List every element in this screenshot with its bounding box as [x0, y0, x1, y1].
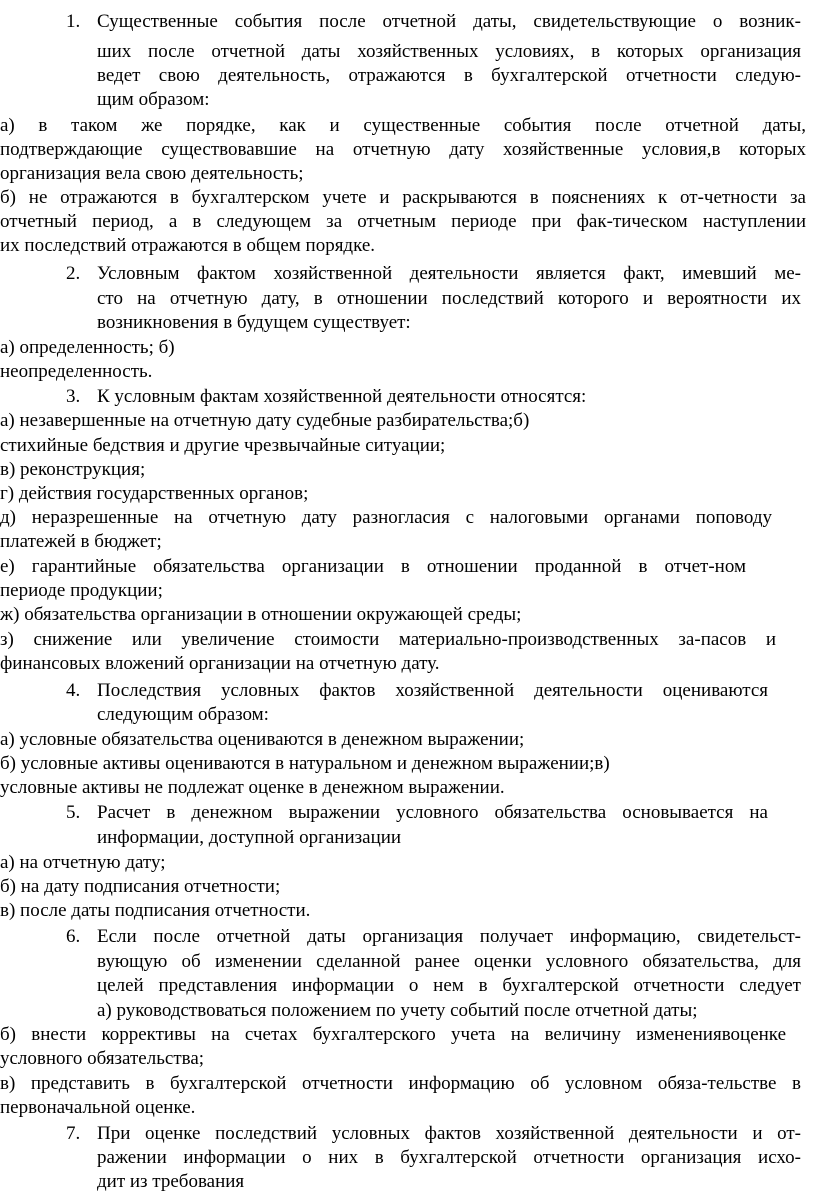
answer-option: г) действия государственных органов;	[0, 483, 309, 504]
answer-option: организация вела свою деятельность;	[0, 163, 304, 184]
question-stem-line: а) руководствоваться положением по учету событий после отчетной даты;	[97, 1000, 698, 1021]
answer-option: периоде продукции;	[0, 580, 163, 601]
answer-option: отчетный период, а в следующем за отчетным периоде при фак-тическом наступлении	[0, 211, 806, 232]
answer-option: в) после даты подписания отчетности.	[0, 900, 311, 921]
answer-option: а) определенность; б)	[0, 337, 175, 358]
answer-option: б) внести коррективы на счетах бухгалтерского учета на величину изменениявоценке	[0, 1024, 786, 1045]
answer-option: б) условные активы оцениваются в натуральном и денежном выражении;в)	[0, 753, 610, 774]
answer-option: а) на отчетную дату;	[0, 852, 166, 873]
answer-option: их последствий отражаются в общем порядке.	[0, 235, 376, 256]
question-stem-line: Условным фактом хозяйственной деятельности является факт, имевший ме-	[97, 263, 801, 284]
question-number: 7.	[66, 1123, 81, 1144]
question-stem-line: Если после отчетной даты организация получает информацию, свидетельст-	[97, 926, 801, 947]
question-stem-line: Расчет в денежном выражении условного обязательства основывается на	[97, 802, 768, 823]
answer-option: е) гарантийные обязательства организации в отношении проданной в отчет-ном	[0, 556, 746, 577]
answer-option: стихийные бедствия и другие чрезвычайные ситуации;	[0, 435, 446, 456]
question-stem-line: вующую об изменении сделанной ранее оценки условного обязательства, для	[97, 951, 801, 972]
question-number: 4.	[66, 680, 81, 701]
answer-option: в) представить в бухгалтерской отчетности информацию об условном обяза-тельстве в	[0, 1073, 801, 1094]
question-stem-line: информации, доступной организации	[97, 827, 402, 848]
answer-option: условные активы не подлежат оценке в денежном выражении.	[0, 777, 505, 798]
question-stem-line: ведет свою деятельность, отражаются в бухгалтерской отчетности следую-	[97, 65, 801, 86]
answer-option: первоначальной оценке.	[0, 1097, 196, 1118]
answer-option: платежей в бюджет;	[0, 531, 162, 552]
answer-option: в) реконструкция;	[0, 459, 146, 480]
question-stem-line: целей представления информации о нем в бухгалтерской отчетности следует	[97, 975, 801, 996]
answer-option: б) не отражаются в бухгалтерском учете и раскрываются в пояснениях к от-четности за	[0, 187, 806, 208]
question-stem-line: Последствия условных фактов хозяйственной деятельности оцениваются	[97, 680, 768, 701]
answer-option: неопределенность.	[0, 361, 153, 382]
question-stem-line: щим образом:	[97, 89, 210, 110]
answer-option: з) снижение или увеличение стоимости материально-производственных за-пасов и	[0, 629, 776, 650]
answer-option: условного обязательства;	[0, 1048, 205, 1069]
answer-option: а) незавершенные на отчетную дату судебные разбирательства;б)	[0, 410, 530, 431]
question-stem-line: ших после отчетной даты хозяйственных условиях, в которых организация	[97, 41, 801, 62]
question-number: 1.	[66, 11, 81, 32]
question-stem-line: возникновения в будущем существует:	[97, 312, 411, 333]
question-number: 5.	[66, 802, 81, 823]
question-stem-line: При оценке последствий условных фактов хозяйственной деятельности и от-	[97, 1123, 801, 1144]
question-stem-line: дит из требования	[97, 1171, 245, 1192]
answer-option: б) на дату подписания отчетности;	[0, 876, 281, 897]
question-stem-line: ражении информации о них в бухгалтерской отчетности организация исхо-	[97, 1147, 801, 1168]
question-number: 3.	[66, 386, 81, 407]
question-stem-line: К условным фактам хозяйственной деятельности относятся:	[97, 386, 587, 407]
answer-option: ж) обязательства организации в отношении окружающей среды;	[0, 604, 522, 625]
answer-option: а) в таком же порядке, как и существенные события после отчетной даты,	[0, 115, 806, 136]
answer-option: подтверждающие существовавшие на отчетную дату хозяйственные условия,в которых	[0, 139, 806, 160]
question-number: 2.	[66, 263, 81, 284]
answer-option: а) условные обязательства оцениваются в денежном выражении;	[0, 729, 525, 750]
question-stem-line: следующим образом:	[97, 704, 269, 725]
answer-option: д) неразрешенные на отчетную дату разногласия с налоговыми органами поповоду	[0, 507, 772, 528]
answer-option: финансовых вложений организации на отчетную дату.	[0, 653, 440, 674]
question-number: 6.	[66, 926, 81, 947]
question-stem-line: Существенные события после отчетной даты, свидетельствующие о возник-	[97, 11, 801, 32]
question-stem-line: сто на отчетную дату, в отношении последствий которого и вероятности их	[97, 288, 801, 309]
